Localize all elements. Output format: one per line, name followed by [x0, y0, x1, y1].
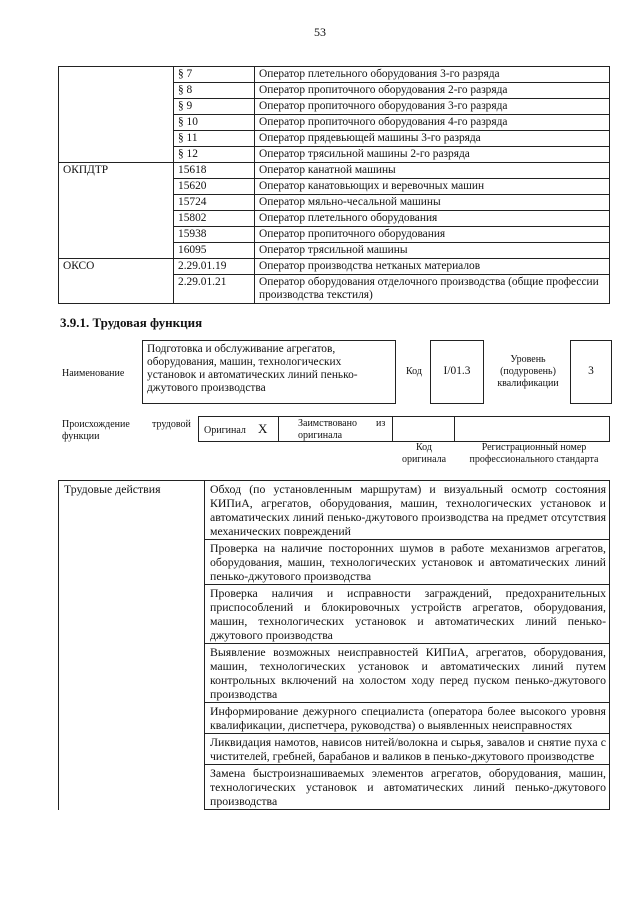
- labour-action-text: Выявление возможных неисправностей КИПиА, агрегатов, оборудования, машин, технологических установок и автоматических линий путем контрольных включений на холостом ходу перед пуском пенько-джутового производства: [205, 644, 610, 703]
- classifier-code: 16095: [174, 243, 255, 259]
- classifier-code: § 10: [174, 115, 255, 131]
- classification-table: [58, 66, 610, 304]
- classifier-code: 15802: [174, 211, 255, 227]
- classifier-code: 2.29.01.19: [174, 259, 255, 275]
- classifier-title: Оператор канатовьющих и веревочных машин: [255, 179, 610, 195]
- classifier-title: Оператор трясильной машины: [255, 243, 610, 259]
- classifier-title: Оператор мяльно-чесальной машины: [255, 195, 610, 211]
- classifier-title: Оператор канатной машины: [255, 163, 610, 179]
- function-level-box: [570, 340, 612, 404]
- classifier-code: 15618: [174, 163, 255, 179]
- labour-action-text: Обход (по установленным маршрутам) и визуальный осмотр состояния КИПиА, агрегатов, оборудования, машин, технологических установок и автоматических линий пенько-джутового производства на предмет отсутствия механических повреждений: [205, 481, 610, 540]
- labour-actions-label: Трудовые действия: [59, 481, 205, 810]
- labour-actions-table: [58, 480, 610, 810]
- labour-action-text: Проверка на наличие посторонних шумов в работе механизмов агрегатов, оборудования, машин, технологических установок и автоматических линий пенько-джутового производства: [205, 540, 610, 585]
- borrowed-label-2: из: [376, 418, 386, 429]
- origin-label-1: Происхождение: [62, 419, 130, 430]
- function-name-value: Подготовка и обслуживание агрегатов, оборудования, машин, технологических установок и автоматических линий пенько-джутового производства: [147, 343, 358, 394]
- classifier-title: Оператор плетельного оборудования 3-го разряда: [255, 67, 610, 83]
- reg-caption-2: профессионального стандарта: [469, 454, 599, 465]
- classifier-title: Оператор оборудования отделочного производства (общие профессии производства текстиля): [255, 275, 610, 304]
- function-level-value: 3: [588, 365, 594, 377]
- classifier-title: Оператор прядевьющей машины 3-го разряда: [255, 131, 610, 147]
- table-row: [59, 259, 610, 275]
- borrowed-label-1: Заимствовано: [298, 418, 357, 429]
- classifier-code: § 11: [174, 131, 255, 147]
- page-number: 53: [314, 25, 326, 39]
- classifier-title: Оператор трясильной машины 2-го разряда: [255, 147, 610, 163]
- labour-action-text: Ликвидация намотов, нависов нитей/волокна и сырья, завалов и снятие пуха с чистителей, гребней, барабанов и валиков в пенько-джутового производстве: [205, 734, 610, 765]
- original-label: Оригинал: [204, 425, 246, 436]
- classifier-code: § 7: [174, 67, 255, 83]
- classifier-code: 15620: [174, 179, 255, 195]
- section-title: 3.9.1. Трудовая функция: [60, 315, 203, 330]
- classifier-name: ОКПДТР: [59, 163, 174, 259]
- origin-label-2: трудовой: [152, 419, 191, 430]
- labour-action-text: Замена быстроизнашиваемых элементов агрегатов, оборудования, машин, технологических установок и автоматических линий пенько-джутового производства: [205, 765, 610, 810]
- name-label: Наименование: [62, 368, 125, 379]
- original-mark: X: [258, 421, 268, 436]
- classifier-title: Оператор производства нетканых материалов: [255, 259, 610, 275]
- classifier-title: Оператор пропиточного оборудования 2-го разряда: [255, 83, 610, 99]
- classifier-title: Оператор пропиточного оборудования 4-го разряда: [255, 115, 610, 131]
- table-row: [59, 67, 610, 83]
- labour-action-text: Проверка наличия и исправности заграждений, предохранительных приспособлений и блокировочных устройств агрегатов, оборудования, машин, технологических установок и автоматических линий пенько-джутового производства: [205, 585, 610, 644]
- classifier-title: Оператор пропиточного оборудования 3-го разряда: [255, 99, 610, 115]
- classifier-title: Оператор пропиточного оборудования: [255, 227, 610, 243]
- classifier-code: § 8: [174, 83, 255, 99]
- function-code-box: [430, 340, 484, 404]
- classifier-code: § 12: [174, 147, 255, 163]
- list-item: [59, 481, 610, 540]
- code-caption-2: оригинала: [401, 454, 447, 465]
- table-row: [59, 163, 610, 179]
- classifier-name: ОКСО: [59, 259, 174, 304]
- borrowed-label-3: оригинала: [298, 430, 343, 441]
- classifier-title: Оператор плетельного оборудования: [255, 211, 610, 227]
- function-name-box: [142, 340, 396, 404]
- code-caption-1: Код: [416, 442, 432, 453]
- labour-action-text: Информирование дежурного специалиста (оператора более высокого уровня квалификации, диспетчера, руководства) о выявленных неисправностях: [205, 703, 610, 734]
- code-label: Код: [406, 366, 422, 377]
- reg-caption-1: Регистрационный номер: [481, 442, 587, 453]
- classifier-code: § 9: [174, 99, 255, 115]
- classifier-code: 15938: [174, 227, 255, 243]
- level-label: Уровень (подуровень) квалификации: [497, 354, 559, 389]
- classifier-name: [59, 67, 174, 163]
- classifier-code: 2.29.01.21: [174, 275, 255, 304]
- classifier-code: 15724: [174, 195, 255, 211]
- function-code-value: I/01.3: [443, 365, 471, 377]
- origin-label-3: функции: [62, 431, 100, 442]
